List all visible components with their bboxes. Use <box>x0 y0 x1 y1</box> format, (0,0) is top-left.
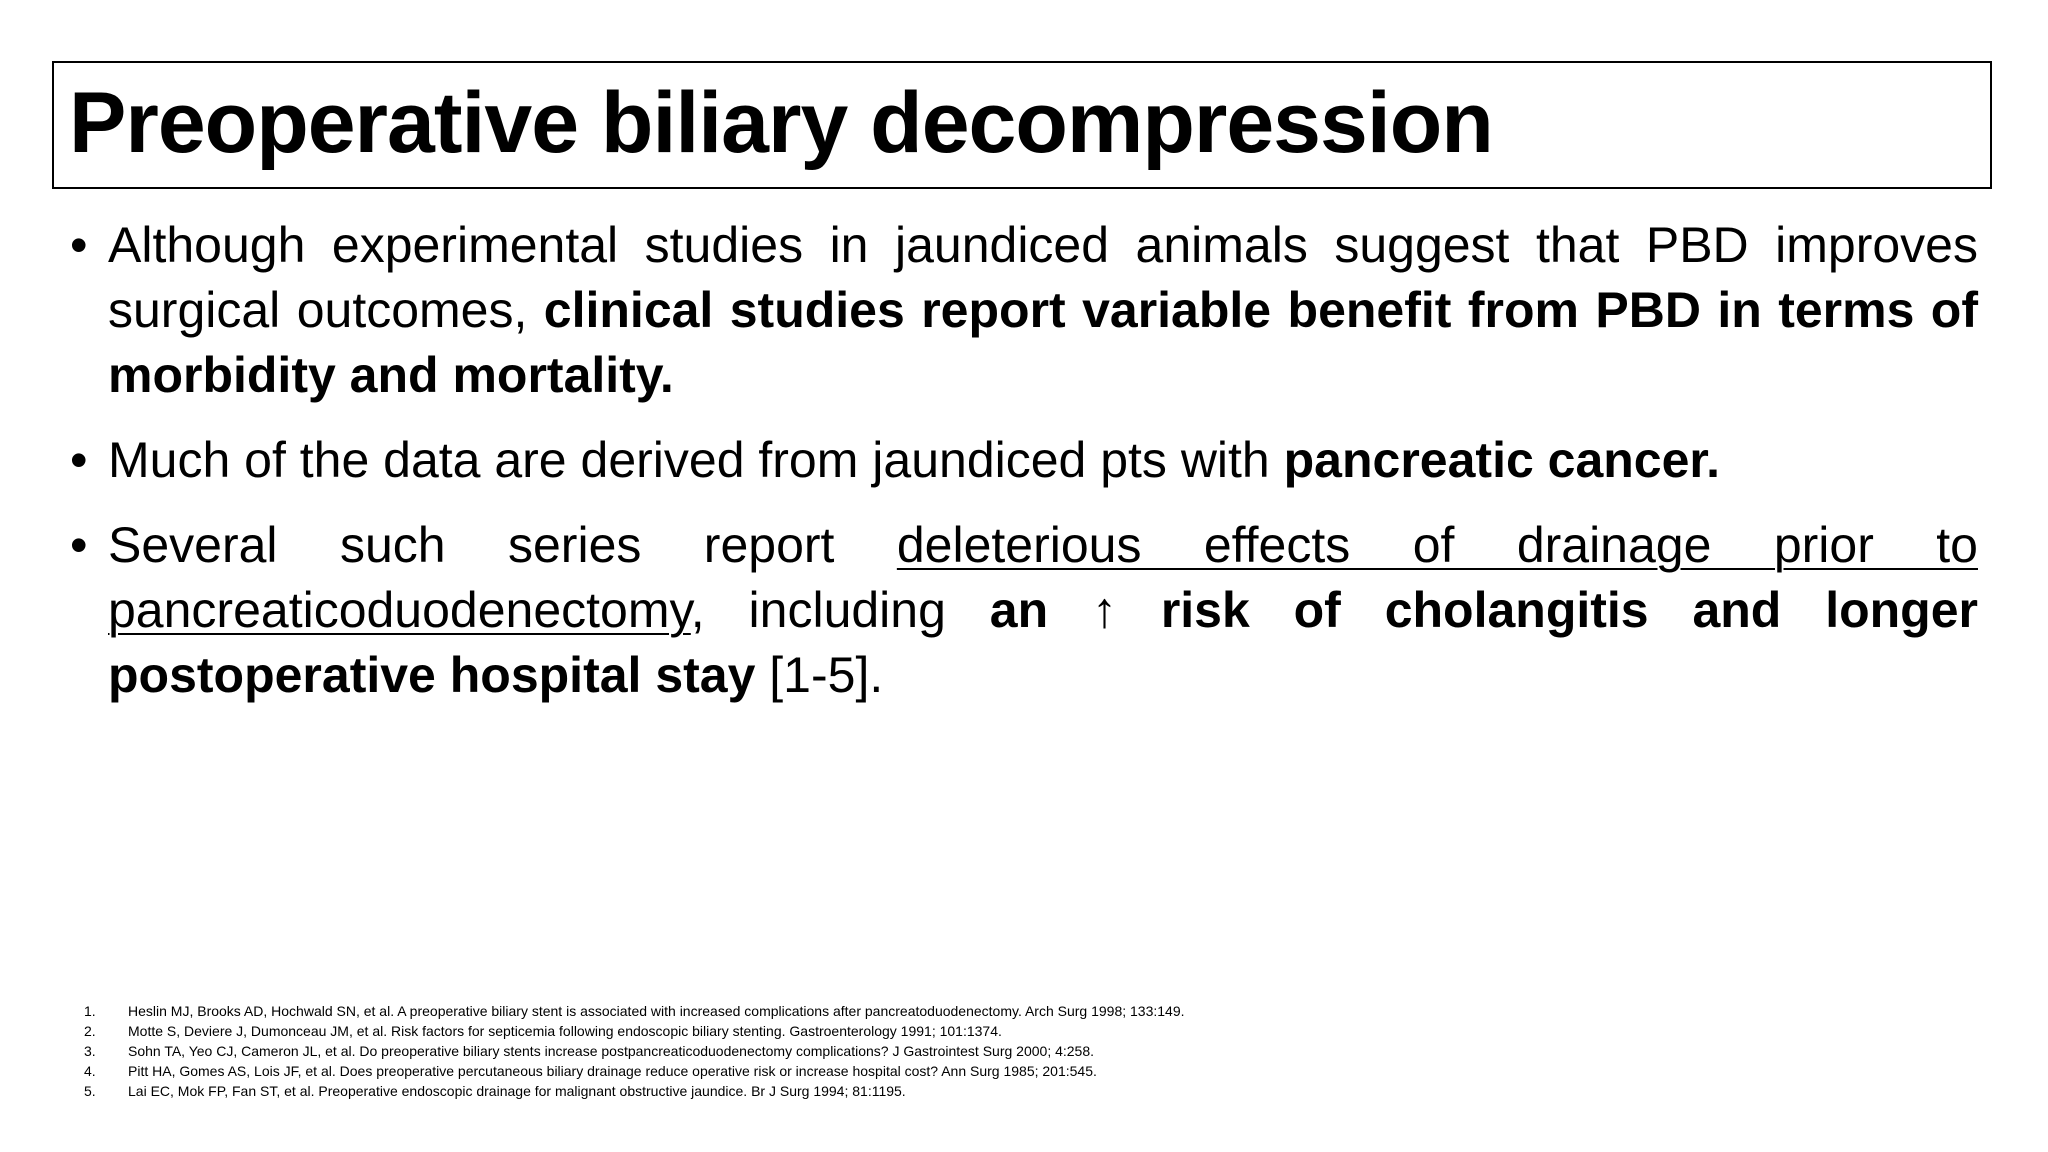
bullet-text-part: , including <box>690 582 990 638</box>
bullet-dot-icon: • <box>70 217 88 273</box>
bullet-text-part: Much of the data are derived from jaundiced pts with <box>108 432 1284 488</box>
reference-text: Sohn TA, Yeo CJ, Cameron JL, et al. Do preoperative biliary stents increase postpancreaticoduodenectomy complications? J Gastrointest Surg 2000; 4:258. <box>128 1043 1095 1059</box>
bullet-item <box>70 428 1978 493</box>
bullet-dot-icon: • <box>70 517 88 573</box>
reference-item <box>84 1021 1185 1041</box>
bullet-dot-icon: • <box>70 432 88 488</box>
bullet-text <box>108 517 1978 703</box>
reference-item <box>84 1041 1185 1061</box>
reference-item <box>84 1001 1185 1021</box>
reference-number: 5. <box>84 1083 96 1099</box>
title-box <box>52 61 1992 189</box>
reference-item <box>84 1061 1185 1081</box>
reference-number: 4. <box>84 1063 96 1079</box>
bullet-text-part: Although experimental studies in jaundiced animals suggest that PBD improves surgical outcomes, <box>108 217 1978 338</box>
reference-text: Heslin MJ, Brooks AD, Hochwald SN, et al. A preoperative biliary stent is associated with increased complications after pancreatoduodenectomy. Arch Surg 1998; 133:149. <box>128 1003 1185 1019</box>
slide-title: Preoperative biliary decompression <box>69 75 1493 171</box>
reference-item <box>84 1081 1185 1101</box>
reference-text: Motte S, Deviere J, Dumonceau JM, et al. Risk factors for septicemia following endoscopic biliary stenting. Gastroenterology 1991; 101:1374. <box>128 1023 1002 1039</box>
bullet-text-bold: pancreatic cancer. <box>1283 432 1721 488</box>
reference-number: 2. <box>84 1023 96 1039</box>
bullet-text-bold: clinical studies report variable benefit from PBD in terms of morbidity and mortality. <box>108 282 1978 403</box>
bullet-text <box>108 217 1978 403</box>
reference-list <box>84 1001 1185 1101</box>
reference-text: Lai EC, Mok FP, Fan ST, et al. Preoperative endoscopic drainage for malignant obstructive jaundice. Br J Surg 1994; 81:1195. <box>128 1083 906 1099</box>
bullet-item <box>70 213 1978 408</box>
bullet-text-part: [1-5]. <box>755 647 884 703</box>
bullet-item <box>70 513 1978 708</box>
bullet-text-part: Several such series report <box>108 517 897 573</box>
bullet-text-underlined: deleterious effects of drainage prior to pancreaticoduodenectomy <box>108 517 1978 638</box>
reference-number: 3. <box>84 1043 96 1059</box>
bullet-text-bold: an ↑ risk of cholangitis and longer postoperative hospital stay <box>108 582 1978 703</box>
bullet-list <box>70 213 1978 728</box>
reference-number: 1. <box>84 1003 96 1019</box>
reference-text: Pitt HA, Gomes AS, Lois JF, et al. Does preoperative percutaneous biliary drainage reduce operative risk or increase hospital cost? Ann Surg 1985; 201:545. <box>128 1063 1097 1079</box>
bullet-text <box>108 432 1720 488</box>
